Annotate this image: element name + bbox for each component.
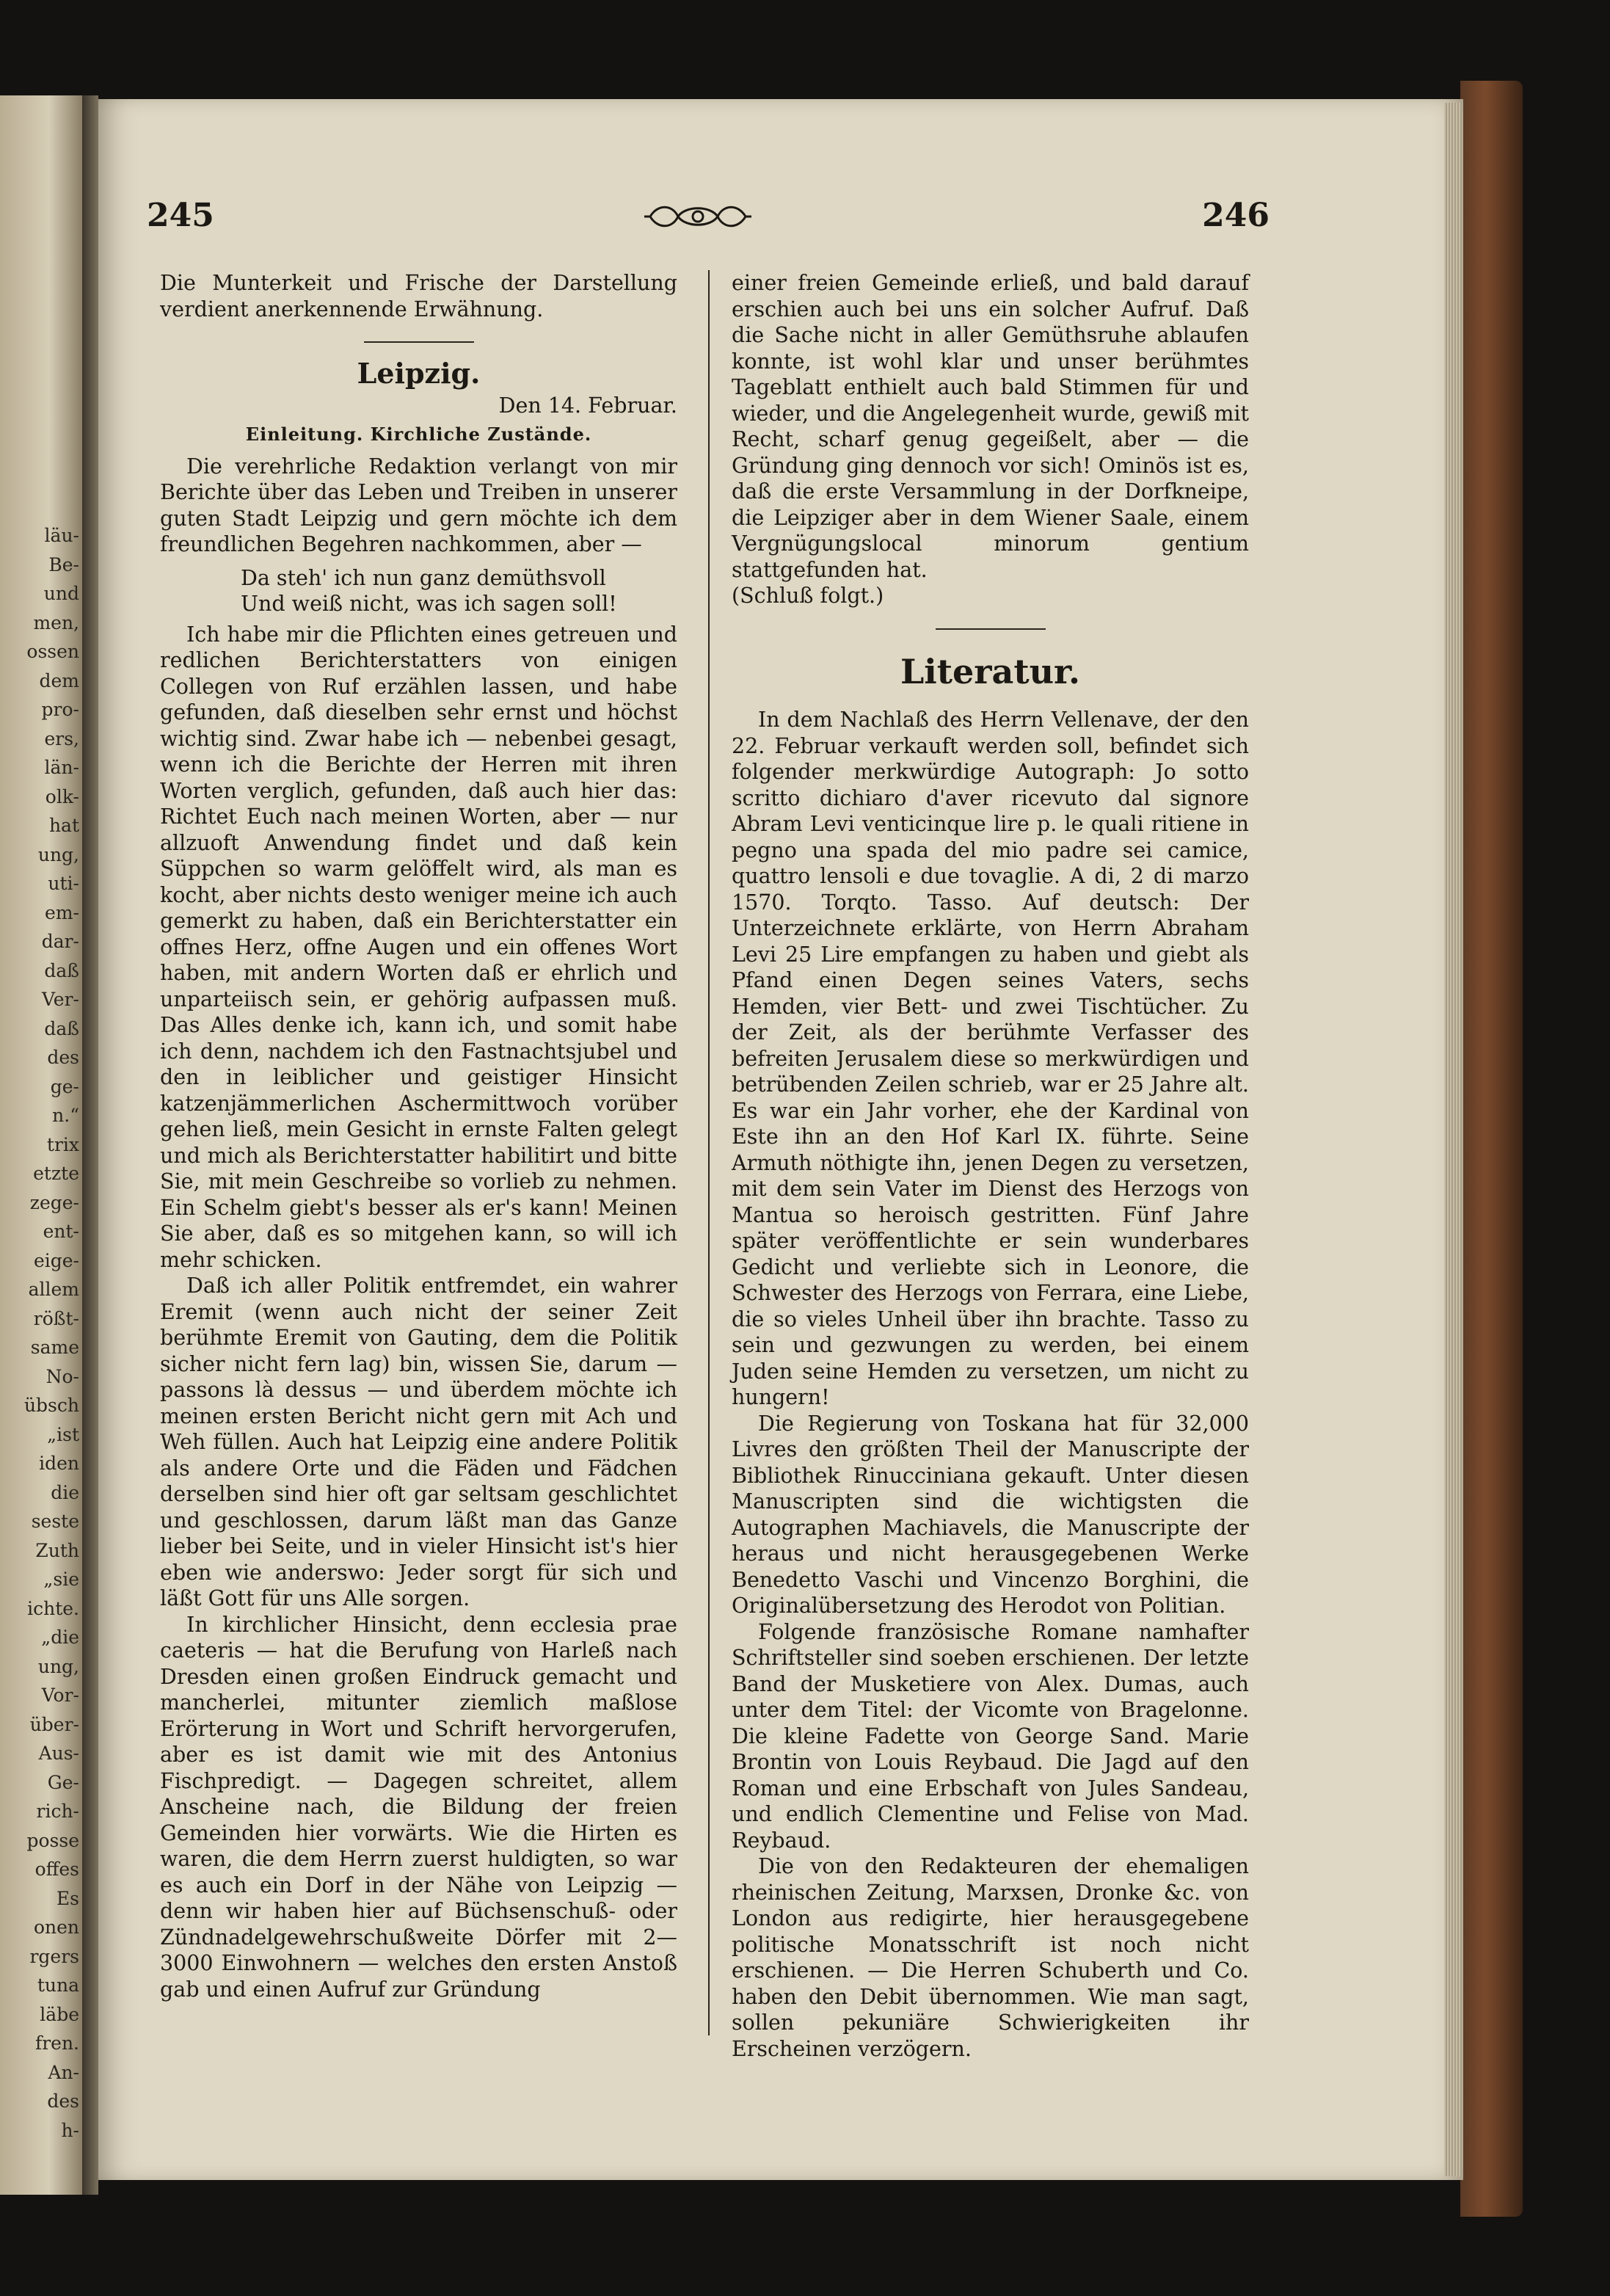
verse-quote [160,565,677,617]
previous-page-fragment: hat [48,815,79,836]
previous-page-fragment: die [51,1481,79,1503]
previous-page-fragment: n.“ [52,1105,79,1126]
paragraph: Daß ich aller Politik entfremdet, ein wahrer Eremit (wenn auch nicht der seiner Zeit berühmte Eremit von Gauting, dem die Politik sicher nicht fern lag) bin, wissen Sie, darum — passons là dessus — und überdem möchte ich meinen ersten Bericht nicht gern mit Ach und Weh füllen. Auch hat Leipzig eine andere Politik als andere Orte und die Fäden und Fädchen derselben sind hier oft gar seltsam geschlichtet und geschlossen, darum läßt man das Ganze lieber bei Seite, und in vieler Hinsicht ist's hier eben wie anderswo: Jeder sorgt für sich und läßt Gott für uns Alle sorgen. [160,1274,677,1610]
paragraph: Folgende französische Romane namhafter Schriftsteller sind soeben erschienen. Der letzte Band der Musketiere von Alex. Dumas, auch unter dem Titel: der Vicomte von Bragelonne. Die kleine Fadette von George Sand. Marie Brontin von Louis Reybaud. Die Jagd auf den Roman und eine Erbschaft von Jules Sandeau, und endlich Clementine und Felise von Mad. Reybaud. [732,1619,1249,1853]
previous-page-fragment: ichte. [27,1597,79,1619]
previous-page-fragment: offes [34,1859,79,1880]
paragraph: Die von den Redakteuren der ehemaligen rheinischen Zeitung, Marxsen, Dronke &c. von London aus redigirte, hier herausgegebene politische Monatsschrift ist noch nicht erschienen. — Die Herren Schuberth und Co. haben den Debit übernommen. Wie man sagt, sollen pekuniäre Schwierigkeiten ihr Erscheinen verzögern. [732,1854,1249,2061]
ornament-icon [643,200,753,233]
previous-page-sliver [0,95,82,2195]
left-page-number: 245 [147,197,214,234]
section-rule [364,341,474,343]
previous-page-fragment: zege- [29,1191,79,1213]
previous-page-fragments [6,521,79,2145]
paragraph: Die verehrliche Redaktion verlangt von mir Berichte über das Leben und Treiben in unserer guten Stadt Leipzig und gern möchte ich dem freundlichen Begehren nachkommen, aber — [160,454,677,556]
previous-page-fragment: uti- [48,873,79,894]
previous-page-fragment: ossen [26,641,79,662]
previous-page-fragment: rgers [29,1945,79,1967]
previous-page-fragment: „sie [43,1569,79,1590]
closing-note: (Schluß folgt.) [732,584,884,608]
verse-line: Und weiß nicht, was ich sagen soll! [241,592,617,616]
previous-page-fragment: über- [29,1713,79,1735]
previous-page-fragment: des [47,2090,79,2112]
previous-page-fragment: No- [45,1365,79,1387]
previous-page-fragment: h- [61,2119,79,2141]
paragraph: In kirchlicher Hinsicht, denn ecclesia prae caeteris — hat die Berufung von Harleß nach Dresden einen großen Eindruck gemacht und mancherlei, mitunter ziemlich maßlose Erörterung in Wort und Schrift hervorgerufen, aber es ist damit wie mit des Antonius Fischpredigt. — Dagegen schreitet, allem Anscheine nach, die Bildung der freien Gemeinden hier vorwärts. Wie die Hirten es waren, die dem Herrn zuerst huldigten, so war es auch ein Dorf in der Nähe von Leipzig — denn wir haben hier auf Büchsenschuß- oder Zündnadelgewehrschußweite Dörfer mit 2—3000 Einwohnern — welches den ersten Anstoß gab und einen Aufruf zur Gründung [160,1612,677,2002]
previous-page-fragment: Vor- [41,1685,79,1706]
previous-page-fragment: rich- [36,1801,79,1822]
previous-page-fragment: daß [44,1017,79,1039]
previous-page-fragment: Es [56,1887,79,1909]
verse-line: Da steh' ich nun ganz demüthsvoll [241,565,606,590]
previous-page-fragment: ge- [50,1075,79,1097]
previous-page-fragment: dem [39,669,79,691]
section-title-leipzig: Leipzig. [357,357,481,390]
previous-page-fragment: ung, [37,1655,79,1677]
previous-page-fragment: läbe [40,2003,79,2025]
previous-page-fragment: tuna [37,1975,79,1996]
previous-page-fragment: ung, [37,843,79,865]
previous-page-fragment: olk- [45,785,79,807]
previous-page-fragment: em- [45,901,79,923]
dateline: Den 14. Februar. [498,393,677,418]
section-rule [936,628,1046,630]
previous-page-fragment: daß [44,959,79,981]
paragraph: In dem Nachlaß des Herrn Vellenave, der den 22. Februar verkauft werden soll, befindet sich folgender merkwürdige Autograph: Jo sotto scritto dichiaro d'aver ricevuto dal signore Abram Levi venticinque lire p. le quali ritiene in pegno una spada del mio padre sei camice, quattro lensoli e due tovaglie. A di, 2 di marzo 1570. Torqto. Tasso. Auf deutsch: Der Unterzeichnete erklärte, von Herrn Abraham Levi 25 Lire empfangen zu haben und giebt als Pfand einen Degen seines Vaters, sechs Hemden, vier Bett- und zwei Tischtücher. Zu der Zeit, als der berühmte Verfasser des befreiten Jerusalem diese so merkwürdigen und betrübenden Zeilen schrieb, war er 25 Jahre alt. Es war ein Jahr vorher, ehe der Kardinal von Este ihn an den Hof Karl IX. führte. Seine Armuth nöthigte ihn, jenen Degen zu versetzen, mit dem sein Vater im Dienst des Herzogs von Mantua so heroisch gestritten. Fünf Jahre später veröffentlichte er sein wunderbares Gedicht und verliebte sich in Leonore, die Schwester des Herzogs von Ferrara, eine Liebe, die so vieles Unheil über ihn brachte. Tasso zu sein und gezwungen zu werden, bei einem Juden seine Hemden zu versetzen, um nicht zu hungern! [732,708,1249,1409]
previous-page-fragment: ent- [43,1221,79,1242]
previous-page-fragment: rößt- [33,1307,79,1329]
column-divider [708,270,710,2035]
previous-page-fragment: iden [39,1453,79,1474]
page-header [147,197,1270,241]
paragraph-continued: einer freien Gemeinde erließ, und bald darauf erschien auch bei uns ein solcher Aufruf. Daß die Sache nicht in aller Gemüthsruhe ablaufen konnte, ist wohl klar und unser berühmtes Tageblatt enthielt auch bald Stimmen für und wieder, und die Angelegenheit wurde, gewiß mit Recht, scharf genug gegeißelt, aber — die Gründung ging dennoch vor sich! Ominös ist es, daß die erste Versammlung in der Dorfkneipe, die Leipziger aber in dem Wiener Saale, einem Vergnügungslocal minorum gentium stattgefunden hat. [732,271,1249,582]
previous-page-fragment: des [47,1047,79,1068]
previous-page-fragment: dar- [41,931,79,952]
previous-page-fragment: und [43,583,79,604]
previous-page-fragment: übsch [23,1395,79,1416]
previous-page-fragment: läu- [44,525,79,546]
page-edges [1444,103,1462,2176]
previous-page-fragment: Ver- [42,989,79,1010]
right-column [732,270,1249,2062]
previous-page-fragment: Be- [48,553,79,575]
intro-paragraph: Die Munterkeit und Frische der Darstellung verdient anerkennende Erwähnung. [160,271,677,321]
previous-page-fragment: onen [33,1917,79,1938]
previous-page-fragment: posse [26,1829,79,1851]
previous-page-fragment: men, [33,611,79,633]
previous-page-fragment: „ist [47,1423,79,1445]
previous-page-fragment: Aus- [38,1743,79,1764]
previous-page-fragment: allem [28,1279,79,1300]
right-page-number: 246 [1202,197,1270,234]
paragraph: Ich habe mir die Pflichten eines getreuen und redlichen Berichterstatters von einigen Collegen von Ruf erzählen lassen, und habe gefunden, daß dieselben sehr ernst und höchst wichtig sind. Zwar habe ich — nebenbei gesagt, wenn ich die Berichte der Herren mit ihren Worten verglich, gefunden, daß auch hier das: Richtet Euch nach meinen Worten, aber — nur allzuoft Anwendung findet und daß kein Süppchen so warm gelöffelt wird, als man es kocht, aber nichts desto weniger meine ich auch gemerkt zu haben, daß ein Berichterstatter ein offnes Herz, offne Augen und ein offenes Wort haben, mit andern Worten daß er ehrlich und unparteiisch sein, er gehörig aufpassen muß. Das Alles denke ich, kann ich, und somit habe ich denn, nachdem ich den Fastnachtsjubel und den in leiblicher und geistiger Hinsicht katzenjämmerlichen Aschermittwoch vorüber gehen ließ, mein Gesicht in ernste Falten gelegt und mich als Berichterstatter habilitirt und bitte Sie, mit mein Geschreibe so vorlieb zu nehmen. Ein Schelm giebt's besser als er's kann! Meinen Sie aber, daß es so mitgehen kann, so will ich mehr schicken. [160,622,677,1272]
previous-page-fragment: An- [48,2061,79,2083]
previous-page-fragment: trix [46,1133,79,1155]
previous-page-fragment: Zuth [35,1539,79,1561]
left-column [160,270,677,2002]
previous-page-fragment: pro- [41,699,79,720]
previous-page-fragment: eige- [33,1249,79,1271]
previous-page-fragment: „die [41,1627,79,1648]
paragraph: Die Regierung von Toskana hat für 32,000 Livres den größten Theil der Manuscripte der Bibliothek Rinucciniana gekauft. Unter diesen Manuscripten sind die wichtigsten die Autographen Machiavels, die Manuscripte der heraus und nicht herausgegebenen Werke Benedetto Vaschi und Vincenzo Borghini, die Originalübersetzung des Herodot von Politian. [732,1411,1249,1618]
previous-page-fragment: etzte [33,1163,79,1184]
previous-page-fragment: seste [31,1511,79,1532]
previous-page-fragment: ers, [44,727,79,749]
previous-page-fragment: fren. [34,2032,79,2054]
book-cover-edge [1460,81,1523,2217]
section-title-literatur: Literatur. [900,651,1081,691]
previous-page-fragment: Ge- [47,1771,79,1793]
previous-page-fragment: same [30,1337,79,1358]
book-gutter [82,95,98,2195]
subheading: Einleitung. Kirchliche Zustände. [245,424,592,445]
previous-page-fragment: län- [44,757,79,778]
